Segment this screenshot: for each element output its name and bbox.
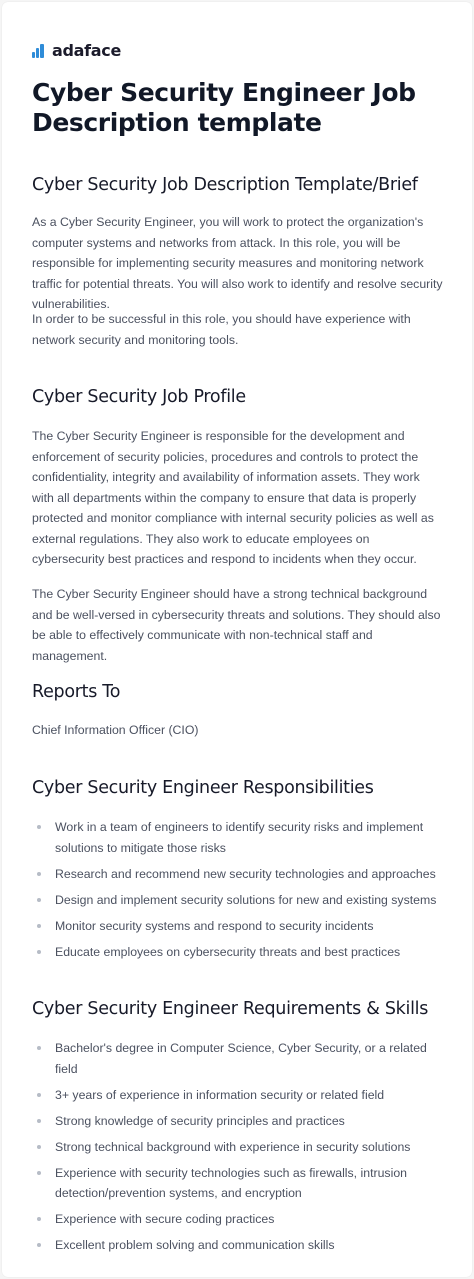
requirements-list [32,1038,444,1261]
reports-to-value: Chief Information Officer (CIO) [32,723,199,737]
list-item: Monitor security systems and respond to security incidents [32,916,444,937]
list-item: Excellent problem solving and communication skills [32,1235,444,1256]
list-item: Design and implement security solutions for new and existing systems [32,890,444,911]
list-item: Research and recommend new security technologies and approaches [32,864,444,885]
profile-paragraph-1: The Cyber Security Engineer is responsible for the development and enforcement of security policies, procedures and controls to protect the confidentiality, integrity and availability of information assets. They work with all departments within the company to ensure that data is properly protected and monitor compliance with internal security policies as well as external regulations. They also work to educate employees on cybersecurity best practices and respond to incidents when they occur. [32,429,434,566]
brief-heading: Cyber Security Job Description Template/Brief [32,175,418,195]
brief-paragraph-1: As a Cyber Security Engineer, you will work to protect the organization's computer systems and networks from attack. In this role, you will be responsible for implementing security measures and monitoring network traffic for potential threats. You will also work to identify and resolve security vulnerabilities. [32,215,443,311]
list-item: Experience with secure coding practices [32,1209,444,1230]
page-title: Cyber Security Engineer Job Description template [32,78,416,137]
logo-text: adaface [52,40,122,60]
responsibilities-heading: Cyber Security Engineer Responsibilities [32,778,374,798]
profile-paragraph-2: The Cyber Security Engineer should have a strong technical background and be well-versed in cybersecurity threats and solutions. They should also be able to effectively communicate with non-technical staff and management. [32,587,441,663]
list-item: Strong knowledge of security principles and practices [32,1111,444,1132]
list-item: Bachelor's degree in Computer Science, Cyber Security, or a related field [32,1038,444,1079]
profile-heading: Cyber Security Job Profile [32,387,246,407]
list-item: Work in a team of engineers to identify security risks and implement solutions to mitigate those risks [32,817,444,858]
list-item: Experience with security technologies such as firewalls, intrusion detection/prevention systems, and encryption [32,1163,444,1204]
document-card [2,2,472,1277]
adaface-bars-logo-icon [32,44,46,58]
list-item: Strong technical background with experience in security solutions [32,1137,444,1158]
list-item: Educate employees on cybersecurity threats and best practices [32,942,444,963]
list-item: 3+ years of experience in information security or related field [32,1085,444,1106]
brief-paragraph-2: In order to be successful in this role, you should have experience with network security and monitoring tools. [32,312,411,347]
responsibilities-list [32,817,444,968]
reports-heading: Reports To [32,682,121,702]
requirements-heading: Cyber Security Engineer Requirements & Skills [32,999,429,1019]
adaface-logo[interactable] [32,40,121,60]
